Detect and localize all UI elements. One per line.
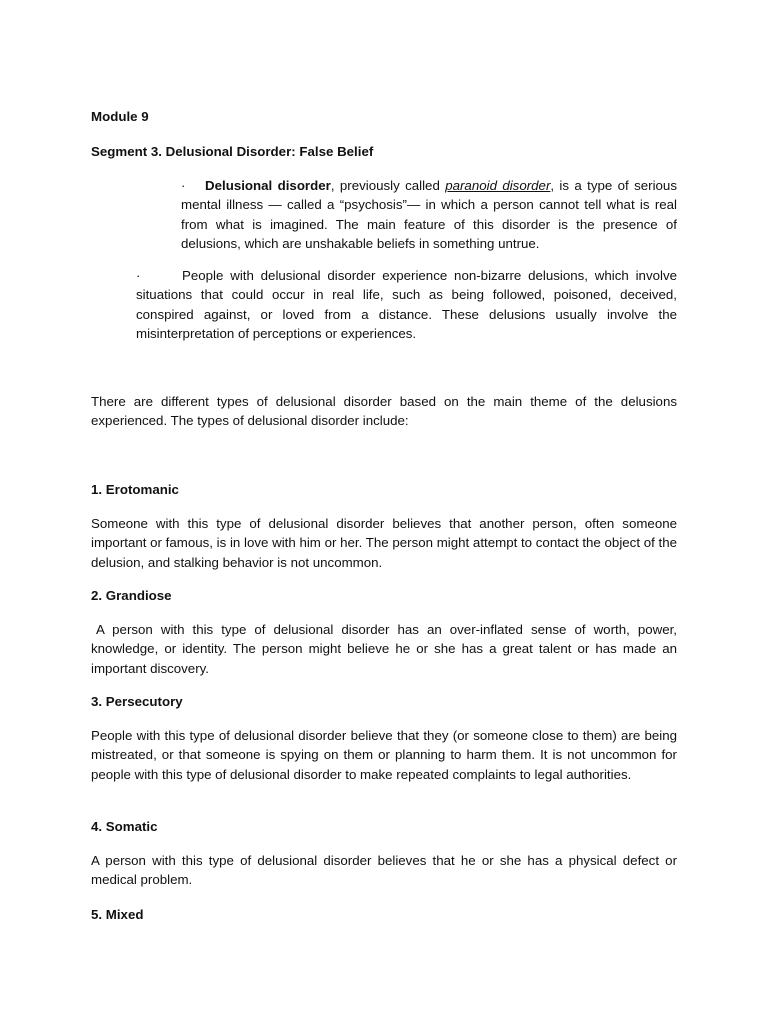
type-heading-grandiose: 2. Grandiose	[91, 588, 172, 603]
bullet-marker: ·	[136, 268, 141, 283]
bullet-text-part: , previously called	[330, 178, 446, 193]
type-heading-erotomanic: 1. Erotomanic	[91, 482, 179, 497]
segment-title: Segment 3. Delusional Disorder: False Belief	[91, 144, 374, 159]
type-heading-mixed: 5. Mixed	[91, 907, 144, 922]
bullet-text-part: , is a type of serious mental illness — called a “psychosis”— in which a person cannot tell what is real from what is imagined. The main feature of this disorder is the presence of delusions, which are unshakable beliefs in something untrue.	[181, 178, 677, 252]
bullet-non-bizarre-delusions	[136, 266, 677, 344]
bullet-text: People with delusional disorder experience non-bizarre delusions, which involve situations that could occur in real life, such as being followed, poisoned, deceived, conspired against, or loved from a distance. These delusions usually involve the misinterpretation of perceptions or experiences.	[136, 268, 677, 342]
types-intro: There are different types of delusional disorder based on the main theme of the delusions experienced. The types of delusional disorder include:	[91, 394, 677, 429]
bullet-marker: ·	[181, 178, 186, 193]
term-paranoid-disorder: paranoid disorder	[445, 178, 551, 193]
type-description-erotomanic: Someone with this type of delusional disorder believes that another person, often someone important or famous, is in love with him or her. The person might attempt to contact the object of the delusion, and stalking behavior is not uncommon.	[91, 516, 677, 570]
type-description-somatic: A person with this type of delusional disorder believes that he or she has a physical defect or medical problem.	[91, 853, 677, 888]
type-heading-somatic: 4. Somatic	[91, 819, 158, 834]
term-delusional-disorder: Delusional disorder	[205, 178, 331, 193]
module-title: Module 9	[91, 109, 149, 124]
type-description-persecutory: People with this type of delusional disorder believe that they (or someone close to them) are being mistreated, or that someone is spying on them or planning to harm them. It is not uncommon for people with this type of delusional disorder to make repeated complaints to legal authorities.	[91, 728, 677, 782]
type-heading-persecutory: 3. Persecutory	[91, 694, 183, 709]
type-description-grandiose: A person with this type of delusional disorder has an over-inflated sense of worth, power, knowledge, or identity. The person might believe he or she has a great talent or has made an important discovery.	[91, 622, 677, 676]
bullet-delusional-disorder	[181, 176, 677, 254]
